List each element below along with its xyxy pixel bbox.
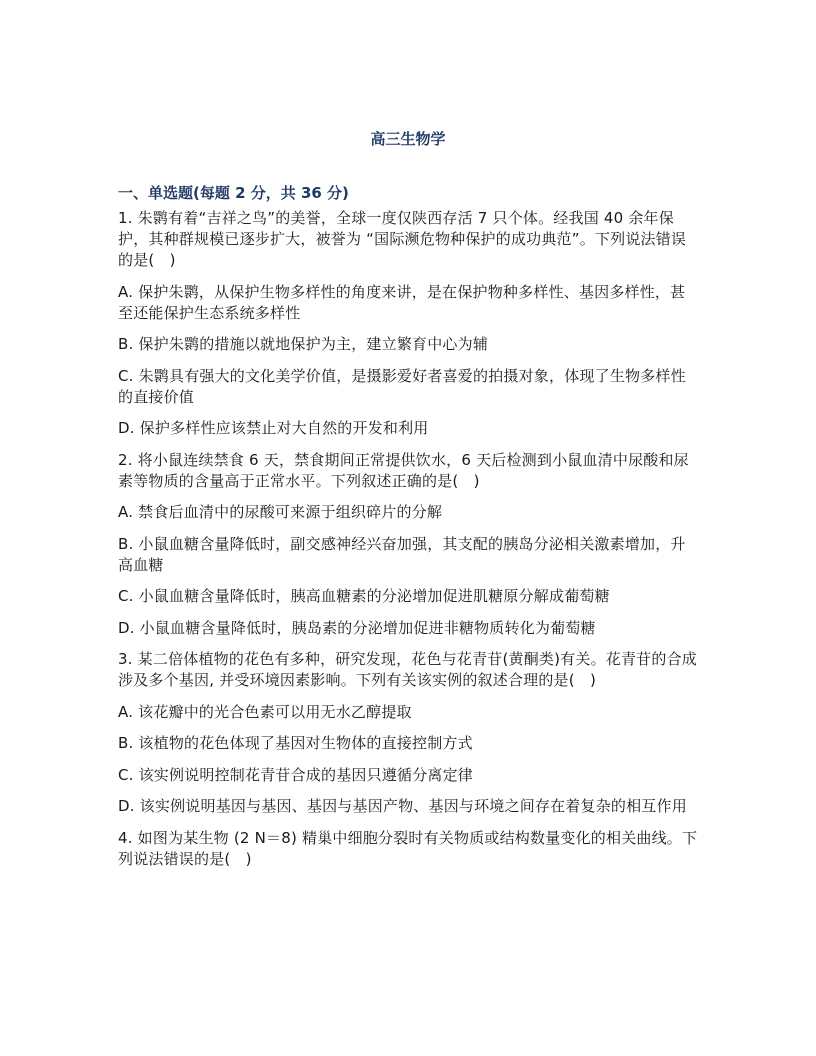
question-1-option-c: C. 朱鹮具有强大的文化美学价值，是摄影爱好者喜爱的拍摄对象，体现了生物多样性的直接价值 (118, 366, 686, 406)
section-heading: 一、单选题(每题 2 分，共 36 分) (118, 184, 349, 202)
question-list (118, 208, 700, 880)
question-4-stem: 4. 如图为某生物 (2 N＝8) 精巢中细胞分裂时有关物质或结构数量变化的相关曲线。下列说法错误的是( ) (118, 828, 698, 868)
question-2-option-c: C. 小鼠血糖含量降低时，胰高血糖素的分泌增加促进肌糖原分解成葡萄糖 (118, 587, 610, 605)
document-title: 高三生物学 (370, 130, 446, 148)
question-3-option-b: B. 该植物的花色体现了基因对生物体的直接控制方式 (118, 734, 473, 752)
question-2-option-d: D. 小鼠血糖含量降低时，胰岛素的分泌增加促进非糖物质转化为葡萄糖 (118, 618, 596, 637)
question-3-option-a: A. 该花瓣中的光合色素可以用无水乙醇提取 (118, 702, 412, 721)
question-2-stem: 2. 将小鼠连续禁食 6 天，禁食期间正常提供饮水，6 天后检测到小鼠血清中尿酸和尿素等物质的含量高于正常水平。下列叙述正确的是( ) (118, 450, 689, 490)
question-2-option-b: B. 小鼠血糖含量降低时，副交感神经兴奋加强，其支配的胰岛分泌相关激素增加，升高血糖 (118, 534, 686, 574)
question-1-option-a: A. 保护朱鹮，从保护生物多样性的角度来讲，是在保护物种多样性、基因多样性，甚至还能保护生态系统多样性 (118, 282, 686, 322)
question-3-option-d: D. 该实例说明基因与基因、基因与基因产物、基因与环境之间存在着复杂的相互作用 (118, 797, 687, 815)
question-1-option-d: D. 保护多样性应该禁止对大自然的开发和利用 (118, 419, 429, 437)
question-1-stem: 1. 朱鹮有着“吉祥之鸟”的美誉，全球一度仅陕西存活 7 只个体。经我国 40 余年保护，其种群规模已逐步扩大，被誉为 “国际濒危物种保护的成功典范”。下列说法错误的是( ) (118, 209, 687, 269)
question-1-option-b: B. 保护朱鹮的措施以就地保护为主，建立繁育中心为辅 (118, 335, 489, 353)
question-2-option-a: A. 禁食后血清中的尿酸可来源于组织碎片的分解 (118, 503, 443, 521)
question-3-option-c: C. 该实例说明控制花青苷合成的基因只遵循分离定律 (118, 765, 474, 784)
question-3-stem: 3. 某二倍体植物的花色有多种，研究发现，花色与花青苷(黄酮类)有关。花青苷的合成涉及多个基因, 并受环境因素影响。下列有关该实例的叙述合理的是( ) (118, 650, 697, 689)
